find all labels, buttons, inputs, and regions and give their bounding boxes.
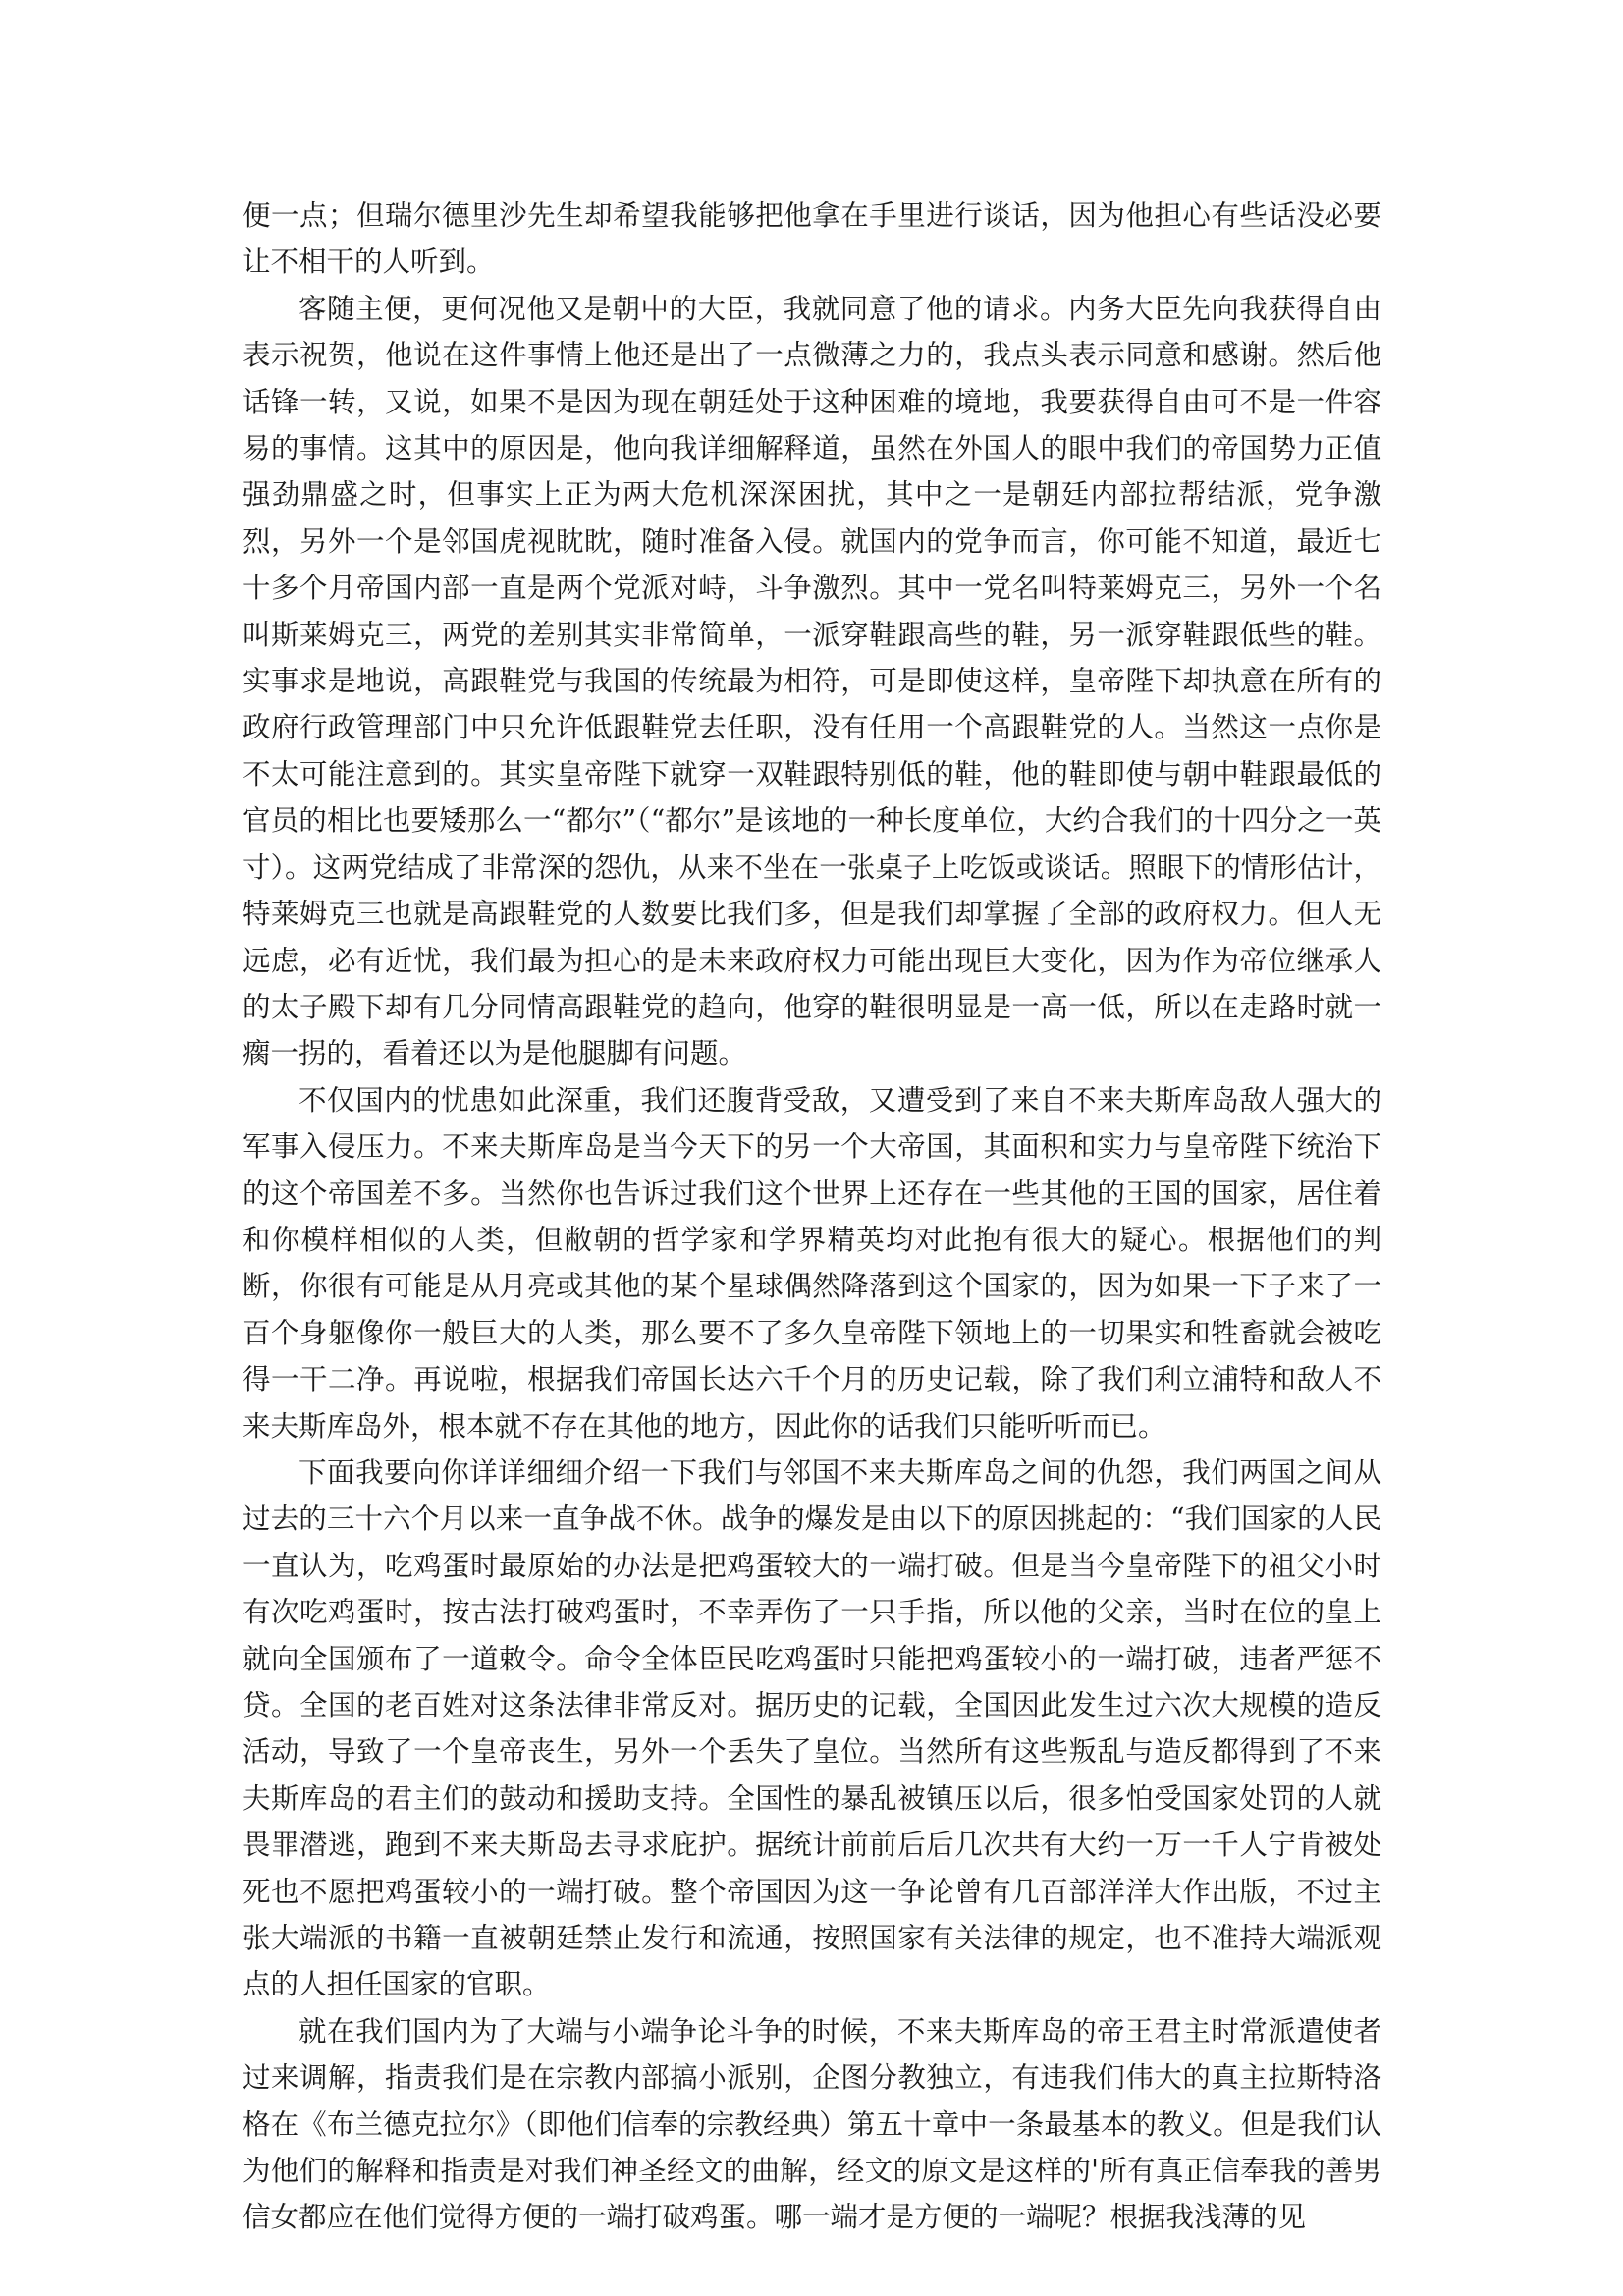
paragraph-2: 客随主便，更何况他又是朝中的大臣，我就同意了他的请求。内务大臣先向我获得自由表示祝贺，他说在这件事情上他还是出了一点微薄之力的，我点头表示同意和感谢。然后他话锋一转，又说，如果不是因为现在朝廷处于这种困难的境地，我要获得自由可不是一件容易的事情。这其中的原因是，他向我详细解释道，虽然在外国人的眼中我们的帝国势力正值强劲鼎盛之时，但事实上正为两大危机深深困扰，其中之一是朝廷内部拉帮结派，党争激烈，另外一个是邻国虎视眈眈，随时准备入侵。就国内的党争而言，你可能不知道，最近七十多个月帝国内部一直是两个党派对峙，斗争激烈。其中一党名叫特莱姆克三，另外一个名叫斯莱姆克三，两党的差别其实非常简单，一派穿鞋跟高些的鞋，另一派穿鞋跟低些的鞋。实事求是地说，高跟鞋党与我国的传统最为相符，可是即使这样，皇帝陛下却执意在所有的政府行政管理部门中只允许低跟鞋党去任职，没有任用一个高跟鞋党的人。当然这一点你是不太可能注意到的。其实皇帝陛下就穿一双鞋跟特别低的鞋，他的鞋即使与朝中鞋跟最低的官员的相比也要矮那么一“都尔”（“都尔”是该地的一种长度单位，大约合我们的十四分之一英寸）。这两党结成了非常深的怨仇，从来不坐在一张桌子上吃饭或谈话。照眼下的情形估计，特莱姆克三也就是高跟鞋党的人数要比我们多，但是我们却掌握了全部的政府权力。但人无远虑，必有近忧，我们最为担心的是未来政府权力可能出现巨大变化，因为作为帝位继承人的太子殿下却有几分同情高跟鞋党的趋向，他穿的鞋很明显是一高一低，所以在走路时就一瘸一拐的，看着还以为是他腿脚有问题。 <box>243 292 1381 1070</box>
paragraph-4: 下面我要向你详详细细介绍一下我们与邻国不来夫斯库岛之间的仇怨，我们两国之间从过去的三十六个月以来一直争战不休。战争的爆发是由以下的原因挑起的：“我们国家的人民一直认为，吃鸡蛋时最原始的办法是把鸡蛋较大的一端打破。但是当今皇帝陛下的祖父小时有次吃鸡蛋时，按古法打破鸡蛋时，不幸弄伤了一只手指，所以他的父亲，当时在位的皇上就向全国颁布了一道敕令。命令全体臣民吃鸡蛋时只能把鸡蛋较小的一端打破，违者严惩不贷。全国的老百姓对这条法律非常反对。据历史的记载，全国因此发生过六次大规模的造反活动，导致了一个皇帝丧生，另外一个丢失了皇位。当然所有这些叛乱与造反都得到了不来夫斯库岛的君主们的鼓动和援助支持。全国性的暴乱被镇压以后，很多怕受国家处罚的人就畏罪潜逃，跑到不来夫斯岛去寻求庇护。据统计前前后后几次共有大约一万一千人宁肯被处死也不愿把鸡蛋较小的一端打破。整个帝国因为这一争论曾有几百部洋洋大作出版，不过主张大端派的书籍一直被朝廷禁止发行和流通，按照国家有关法律的规定，也不准持大端派观点的人担任国家的官职。 <box>243 1455 1381 2001</box>
paragraph-5: 就在我们国内为了大端与小端争论斗争的时候，不来夫斯库岛的帝王君主时常派遣使者过来调解，指责我们是在宗教内部搞小派别，企图分教独立，有违我们伟大的真主拉斯特洛格在《布兰德克拉尔》（即他们信奉的宗教经典）第五十章中一条最基本的教义。但是我们认为他们的解释和指责是对我们神圣经文的曲解，经文的原文是这样的'所有真正信奉我的善男信女都应在他们觉得方便的一端打破鸡蛋。哪一端才是方便的一端呢？根据我浅薄的见 <box>243 2014 1381 2234</box>
document-body <box>243 192 1381 2241</box>
paragraph-3: 不仅国内的忧患如此深重，我们还腹背受敌，又遭受到了来自不来夫斯库岛敌人强大的军事入侵压力。不来夫斯库岛是当今天下的另一个大帝国，其面积和实力与皇帝陛下统治下的这个帝国差不多。当然你也告诉过我们这个世界上还存在一些其他的王国的国家，居住着和你模样相似的人类，但敝朝的哲学家和学界精英均对此抱有很大的疑心。根据他们的判断，你很有可能是从月亮或其他的某个星球偶然降落到这个国家的，因为如果一下子来了一百个身躯像你一般巨大的人类，那么要不了多久皇帝陛下领地上的一切果实和牲畜就会被吃得一干二净。再说啦，根据我们帝国长达六千个月的历史记载，除了我们利立浦特和敌人不来夫斯库岛外，根本就不存在其他的地方，因此你的话我们只能听听而已。 <box>243 1083 1381 1443</box>
paragraph-1: 便一点；但瑞尔德里沙先生却希望我能够把他拿在手里进行谈话，因为他担心有些话没必要让不相干的人听到。 <box>243 199 1381 279</box>
